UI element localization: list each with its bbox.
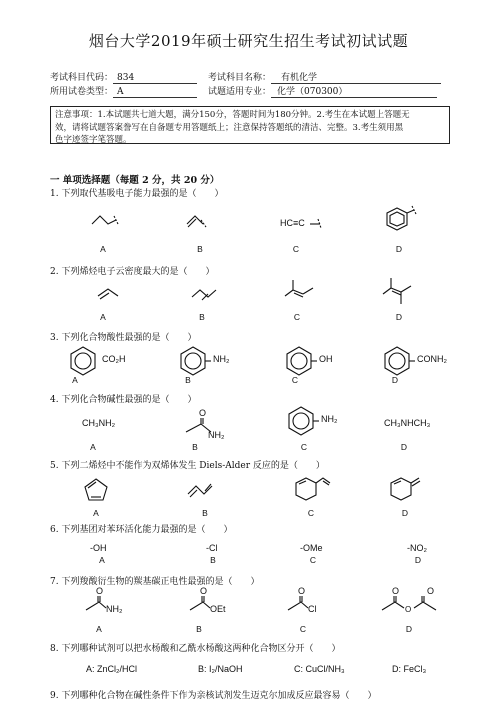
q4-label-b: B — [192, 442, 198, 452]
q6-label-c: C — [309, 555, 317, 565]
major-row — [208, 84, 437, 98]
q5-structure-d — [387, 470, 427, 508]
q8-option-a: A: ZnCl₂/HCl — [86, 664, 137, 674]
question-2: 2. 下列烯烃电子云密度最大的是（ ） — [50, 267, 215, 277]
q3-label-c: C — [291, 375, 299, 385]
q3-label-d: D — [391, 375, 399, 385]
notice-line: 效，请将试题答案誊写在自备题专用答题纸上；注意保持答题纸的清洁、完整。3.考生须用黑 — [55, 122, 404, 133]
q7-option-c-text: Cl — [308, 604, 317, 614]
q1-label-d: D — [395, 244, 403, 254]
q5-label-c: C — [307, 508, 315, 518]
q3-option-b-text: NH₂ — [213, 354, 230, 364]
q2-label-c: C — [293, 312, 301, 322]
q4-option-d-text: CH₃NHCH₃ — [384, 418, 431, 428]
question-9: 9. 下列哪种化合物在碱性条件下作为亲核试剂发生迈克尔加成反应最容易（ ） — [50, 691, 377, 701]
q6-option-b-text: -Cl — [206, 543, 218, 553]
q4-label-d: D — [400, 442, 408, 452]
major-value: 化学（070300） — [271, 84, 437, 98]
page-title: 烟台大学2019年硕士研究生招生考试初试试题 — [88, 32, 409, 50]
subject-code-row — [50, 70, 197, 84]
subject-name-row — [208, 70, 441, 84]
question-6: 6. 下列基团对苯环活化能力最强的是（ ） — [50, 525, 233, 535]
q7-d-oxygen-right: O — [427, 586, 435, 596]
q2-structure-d — [381, 276, 421, 310]
q3-benzene-c — [284, 344, 318, 378]
q7-a-oxygen: O — [96, 586, 104, 596]
q4-label-c: C — [300, 442, 308, 452]
q4-option-a-text: CH₃NH₂ — [82, 418, 116, 428]
q4-option-b-oxygen: O — [199, 408, 207, 418]
q7-option-d-bridging-oxygen: O — [405, 605, 412, 614]
q6-option-a-text: -OH — [90, 543, 107, 553]
q1-structure-b — [185, 210, 225, 235]
q5-label-d: D — [401, 508, 409, 518]
q6-option-d-text: -NO₂ — [407, 543, 427, 553]
q2-structure-a — [96, 284, 126, 304]
q3-option-a-text: CO₂H — [102, 354, 126, 364]
question-7: 7. 下列羧酸衍生物的羰基碳正电性最强的是（ ） — [50, 577, 260, 587]
q1-label-c: C — [292, 244, 300, 254]
q6-label-b: B — [210, 555, 216, 565]
q7-option-a-text: NH₂ — [106, 604, 123, 614]
q1-structure-d — [383, 204, 423, 238]
q7-label-c: C — [299, 624, 307, 634]
q3-option-c-text: OH — [319, 354, 333, 364]
subject-code-label: 考试科目代码： — [50, 73, 114, 83]
major-label: 试题适用专业： — [208, 87, 272, 97]
q3-benzene-d — [382, 344, 416, 378]
q5-structure-c — [292, 470, 334, 508]
q5-label-b: B — [202, 508, 208, 518]
q1-structure-a — [90, 210, 130, 235]
q6-label-a: A — [99, 555, 105, 565]
q8-option-d: D: FeCl₃ — [392, 664, 427, 674]
q5-butadiene-b — [186, 480, 226, 502]
q2-label-a: A — [100, 312, 106, 322]
question-5: 5. 下列二烯烃中不能作为双烯体发生 Diels-Alder 反应的是（ ） — [50, 461, 325, 471]
q3-benzene-b — [178, 344, 212, 378]
question-1: 1. 下列取代基吸电子能力最强的是（ ） — [50, 189, 224, 199]
paper-type-row — [50, 84, 197, 98]
q2-label-b: B — [199, 312, 205, 322]
subject-name-label: 考试科目名称： — [208, 73, 272, 83]
q7-label-d: D — [405, 624, 413, 634]
q7-label-a: A — [96, 624, 102, 634]
q8-option-b: B: I₂/NaOH — [198, 664, 243, 674]
q7-option-b-text: OEt — [210, 604, 226, 614]
q5-label-a: A — [93, 508, 99, 518]
subject-code-value: 834 — [113, 73, 197, 84]
q3-benzene-a — [68, 344, 102, 378]
q2-structure-b — [190, 284, 230, 304]
notice-line: 注意事项：1.本试题共七道大题，满分150分，答题时间为180分钟。2.考生在本试题上答题无 — [55, 110, 410, 120]
q4-benzene-c — [286, 404, 320, 438]
q6-label-d: D — [414, 555, 422, 565]
q3-option-d-text: CONH₂ — [417, 354, 447, 364]
subject-name-value: 有机化学 — [271, 70, 441, 84]
q4-label-a: A — [90, 442, 96, 452]
q4-option-c-text: NH₂ — [321, 414, 338, 424]
q1-label-b: B — [197, 244, 203, 254]
q5-cyclopentadiene-a — [82, 476, 112, 504]
notice-line: 色字迹签字笔答题。 — [55, 135, 132, 146]
paper-type-value: A — [113, 87, 197, 98]
paper-type-label: 所用试卷类型： — [50, 87, 114, 97]
q7-b-oxygen: O — [200, 586, 208, 596]
question-8: 8. 下列哪种试剂可以把水杨酸和乙酰水杨酸这两种化合物区分开（ ） — [50, 644, 341, 654]
q7-d-oxygen-left: O — [392, 586, 400, 596]
q2-label-d: D — [395, 312, 403, 322]
q4-option-b-amine: NH₂ — [208, 430, 225, 440]
q7-label-b: B — [196, 624, 202, 634]
question-4: 4. 下列化合物碱性最强的是（ ） — [50, 395, 197, 405]
question-3: 3. 下列化合物酸性最强的是（ ） — [50, 333, 197, 343]
q1-wavy-bond — [310, 218, 324, 230]
q2-structure-c — [283, 278, 323, 308]
notice-box — [50, 106, 450, 144]
q8-option-c: C: CuCl/NH₃ — [294, 664, 345, 674]
q6-option-c-text: -OMe — [300, 543, 323, 553]
q3-label-a: A — [72, 375, 78, 385]
section-heading: 一 单项选择题（每题 2 分，共 20 分） — [50, 175, 220, 186]
q1-label-a: A — [100, 244, 106, 254]
q1-option-c-text: HC≡C — [280, 218, 305, 228]
q3-label-b: B — [185, 375, 191, 385]
q7-c-oxygen: O — [298, 586, 306, 596]
